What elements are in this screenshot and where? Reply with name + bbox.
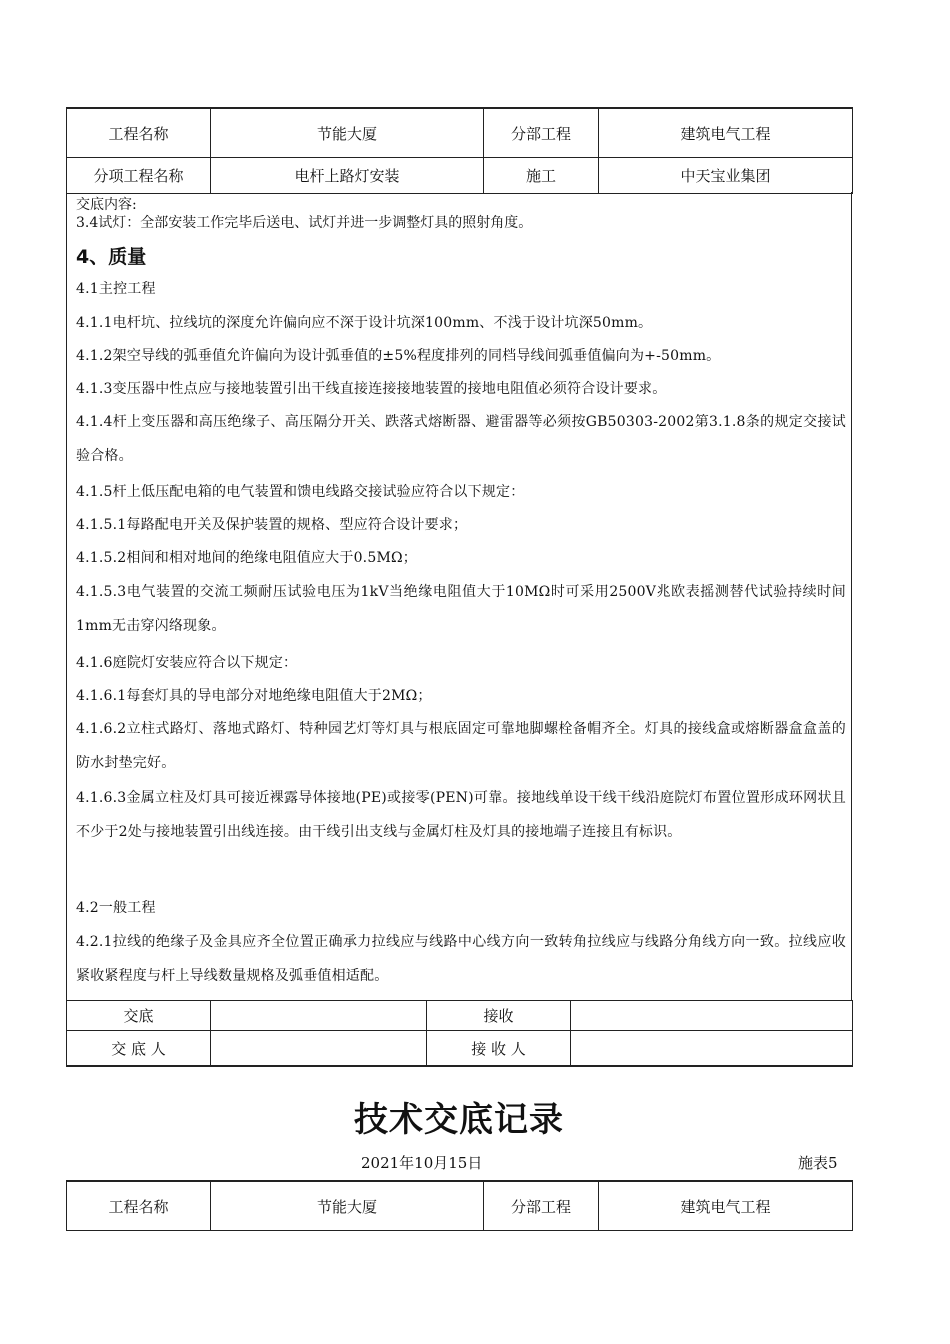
paragraph: 4.1.5.3电气装置的交流工频耐压试验电压为1kV当绝缘电阻值大于10MΩ时可采用2500V兆欧表摇测替代试验持续时间1mm无击穿闪络现象。 [76,584,846,634]
division-label: 分部工程 [484,1181,599,1231]
paragraph: 4.1主控工程 [76,281,156,297]
paragraph: 4.1.6.1每套灯具的导电部分对地绝缘电阻值大于2MΩ； [76,688,432,704]
header-table [66,107,853,194]
paragraph: 4.2一般工程 [76,900,156,916]
header-row [67,1181,853,1231]
paragraph: 4.1.5.2相间和相对地间的绝缘电阻值应大于0.5MΩ； [76,550,417,566]
division-value: 建筑电气工程 [599,1181,853,1231]
paragraph: 4.1.6.3金属立柱及灯具可接近裸露导体接地(PE)或接零(PEN)可靠。接地线单设干线干线沿庭院灯布置位置形成环网状且不少于2处与接地装置引出线连接。由干线引出支线与金属灯柱及灯具的接地端子连接且有标识。 [76,790,846,840]
paragraph: 4.1.1电杆坑、拉线坑的深度允许偏向应不深于设计坑深100mm、不浅于设计坑深50mm。 [76,315,653,331]
document-date: 2021年10月15日 [361,1154,483,1172]
project-name-label: 工程名称 [67,1181,211,1231]
receiver-label: 接 收 人 [427,1031,571,1067]
handover-label: 交底 [67,1001,211,1031]
paragraph: 4.2.1拉线的绝缘子及金具应齐全位置正确承力拉线应与线路中心线方向一致转角拉线应与线路分角线方向一致。拉线应收紧收紧程度与杆上导线数量规格及弧垂值相适配。 [76,934,846,984]
construction-label: 施工 [484,158,599,194]
paragraph: 4.1.6.2立柱式路灯、落地式路灯、特种园艺灯等灯具与根底固定可靠地脚螺栓备帽齐全。灯具的接线盒或熔断器盒盒盖的防水封垫完好。 [76,721,846,771]
handover-person-field[interactable] [211,1031,427,1067]
content-box [66,192,852,1000]
signature-row [67,1031,853,1067]
handover-person-label: 交 底 人 [67,1031,211,1067]
paragraph: 4.1.2架空导线的弧垂值允许偏向为设计弧垂值的±5%程度排列的同档导线间弧垂值偏向为+-50mm。 [76,348,721,364]
division-label: 分部工程 [484,108,599,158]
section-title: 4、质量 [76,246,147,268]
project-name-value: 节能大厦 [211,108,484,158]
project-name-value: 节能大厦 [211,1181,484,1231]
receive-field[interactable] [571,1001,853,1031]
receive-label: 接收 [427,1001,571,1031]
signature-row [67,1001,853,1031]
paragraph: 4.1.3变压器中性点应与接地装置引出干线直接连接接地装置的接地电阻值必须符合设计要求。 [76,381,667,397]
paragraph: 4.1.5杆上低压配电箱的电气装置和馈电线路交接试验应符合以下规定： [76,484,525,500]
content-label: 交底内容: [76,197,137,213]
document-title: 技术交底记录 [354,1100,564,1140]
form-number: 施表5 [798,1154,838,1172]
subitem-value: 电杆上路灯安装 [211,158,484,194]
next-header-table [66,1180,853,1231]
project-name-label: 工程名称 [67,108,211,158]
paragraph: 4.1.4杆上变压器和高压绝缘子、高压隔分开关、跌落式熔断器、避雷器等必须按GB50303-2002第3.1.8条的规定交接试验合格。 [76,414,846,464]
subitem-label: 分项工程名称 [67,158,211,194]
receiver-field[interactable] [571,1031,853,1067]
paragraph: 4.1.5.1每路配电开关及保护装置的规格、型应符合设计要求； [76,517,468,533]
construction-value: 中天宝业集团 [599,158,853,194]
content-first-line: 3.4试灯：全部安装工作完毕后送电、试灯并进一步调整灯具的照射角度。 [76,215,533,231]
header-row [67,158,853,194]
paragraph: 4.1.6庭院灯安装应符合以下规定： [76,655,298,671]
header-row [67,108,853,158]
handover-field[interactable] [211,1001,427,1031]
signature-table [66,1000,853,1067]
division-value: 建筑电气工程 [599,108,853,158]
